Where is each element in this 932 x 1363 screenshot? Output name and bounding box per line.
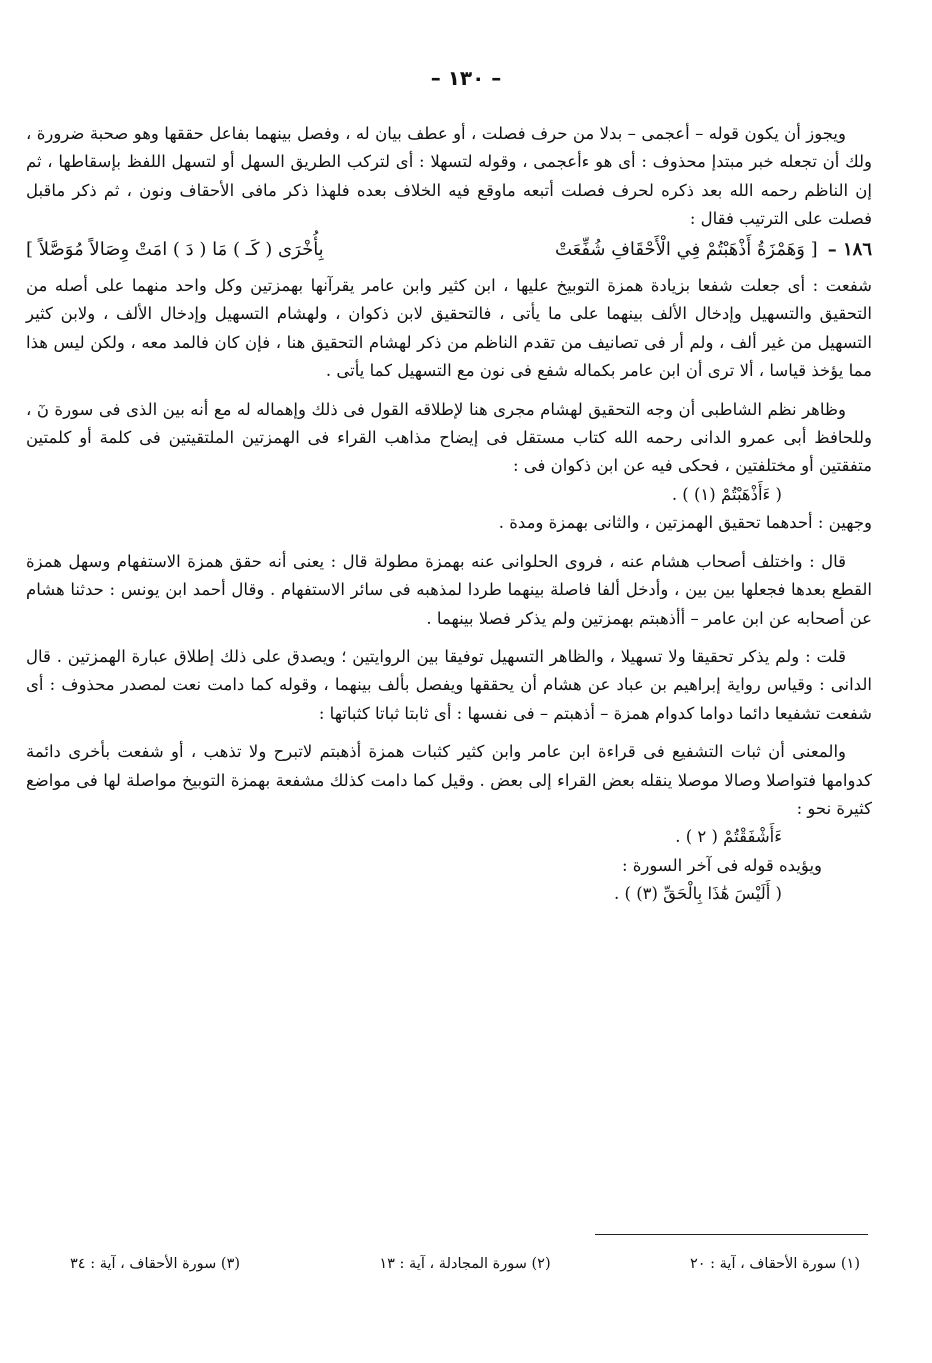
verse-text: [26, 236, 818, 264]
paragraph: وظاهر نظم الشاطبى أن وجه التحقيق لهشام مجرى هنا لإطلاقه القول فى ذلك وإهماله له مع أنه بين الذى فى سورة نٓ ، وللحافظ أبى عمرو الدانى رحمه الله كتاب مستقل فى إيضاح مذاهب القراء فى الهمزتين الملتقيتين فى كلمة أو كلمتين متفقتين أو مختلفتين ، فحكى فيه عن ابن ذكوان فى :: [26, 399, 872, 476]
quran-quote: ءَأَشْفَقْتُمْ ( ٢ ) .: [675, 827, 782, 847]
verse-number: ١٨٦ –: [827, 238, 872, 260]
footnote-divider: [595, 1234, 868, 1235]
paragraph: وجهين : أحدهما تحقيق الهمزتين ، والثانى بهمزة ومدة .: [498, 513, 872, 533]
verse-line: [26, 236, 872, 264]
paragraph: قلت : ولم يذكر تحقيقا ولا تسهيلا ، والظاهر التسهيل توفيقا بين الروايتين ؛ ويصدق على ذلك إطلاق عبارة الهمزتين . قال الدانى : وقياس رواية إبراهيم بن عباد عن هشام أن يحققها ويفصل بألف بينهما ، وقوله كما دامت نعت لمصدر محذوف : أى شفعت تشفيعا دائما دواما كدوام همزة – أذهبتم – فى نفسها : أى ثابتا ثباتا كثباتها :: [26, 646, 872, 723]
body-text: [26, 120, 872, 909]
paragraph: ويجوز أن يكون قوله – أعجمى – بدلا من حرف فصلت ، أو عطف بيان له ، وفصل بينهما بفاعل حققها وهو صحبة ضرورة ، ولك أن تجعله خبر مبتدإ محذوف : أى هو ءأعجمى ، وقوله لتسهلا : أى لتركب الطريق السهل أو لتسهل اللفظ بإسقاطها ، ثم إن الناظم رحمه الله بعد ذكره لحرف فصلت أتبعه ماوقع فيه الخلاف بعده فلهذا ذكر مافى الأحقاف ونون ، ثم ذكر ماقبل فصلت على الترتيب فقال :: [26, 124, 872, 229]
paragraph: ويؤيده قوله فى آخر السورة :: [621, 855, 822, 875]
footnotes: [70, 1256, 860, 1272]
quran-quote: ( ءَأَذْهَبْتُمْ (١) ) .: [671, 484, 782, 504]
verse-hemistich-2: بِأُخْرَى ( كَـ ) مَا ( دَ ) امَتْ وِصَالاً مُوَصَّلاً ]: [26, 238, 324, 260]
verse-hemistich-1: [ وَهَمْزَةُ أَذْهَبْتُمْ فِي الْأَحْقَافِ شُفِّعَتْ: [554, 238, 818, 260]
quran-quote: ( أَلَيْسَ هَٰذَا بِالْحَقِّ (٣) ) .: [614, 884, 782, 904]
footnote-3: (٣) سورة الأحقاف ، آية : ٣٤: [70, 1256, 241, 1272]
paragraph: والمعنى أن ثبات التشفيع فى قراءة ابن عامر وابن كثير كثبات همزة أذهبتم لاتبرح ولا تذهب ، أو شفعت بأخرى دائمة كدوامها فتواصلا وصالا موصلا ينقله بعض القراء إلى بعض . وقيل كما دامت كذلك مشفعة بهمزة التوبيخ مواصلة لها فى مواضع كثيرة نحو :: [26, 742, 872, 818]
footnote-2: (٢) سورة المجادلة ، آية : ١٣: [379, 1256, 551, 1272]
paragraph: قال : واختلف أصحاب هشام عنه ، فروى الحلوانى عنه بهمزة مطولة قال : يعنى أنه حقق همزة الاستفهام وسهل همزة القطع بعدها فجعلها بين بين ، وأدخل ألفا فاصلة بينهما طردا لمذهبه فى سائر الاستفهام . وقال أحمد ابن يونس : حدثنا هشام عن أصحابه عن ابن عامر – أأذهبتم بهمزتين ولم يذكر فصلا بينهما .: [26, 551, 872, 628]
paragraph: شفعت : أى جعلت شفعا بزيادة همزة التوبيخ عليها ، ابن كثير وابن عامر يقرآنها بهمزتين وكل واحد منهما على أصله من التحقيق والتسهيل وإدخال الألف بينهما على ما يأتى ، فالتحقيق لابن ذكوان ، ولهشام التسهيل وإدخال الألف ، ولابن كثير التسهيل من غير ألف ، ولم أر فى تصانيف من تقدم الناظم من ذكر لهشام التحقيق هنا ، فإن كان فالمد معه ، ولكن ليس هذا مما يؤخذ قياسا ، ألا ترى أن ابن عامر بكماله شفع فى نون مع التسهيل كما يأتى .: [26, 276, 872, 381]
footnote-1: (١) سورة الأحقاف ، آية : ٢٠: [689, 1256, 860, 1272]
page-number: – ١٣٠ –: [430, 66, 502, 90]
